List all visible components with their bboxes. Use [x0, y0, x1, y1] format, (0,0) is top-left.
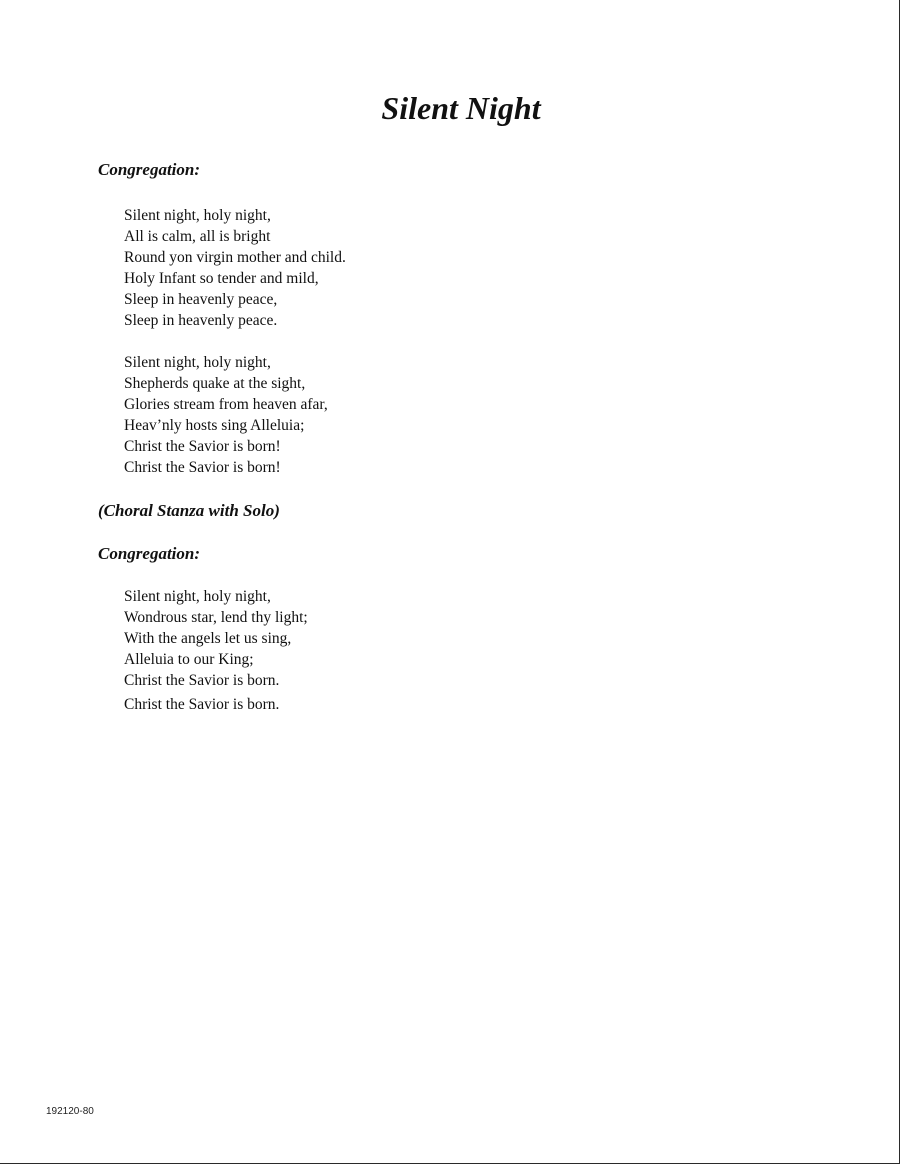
- lyric-line: Glories stream from heaven afar,: [124, 396, 328, 413]
- stanza-2: [124, 352, 328, 478]
- lyric-line: Christ the Savior is born!: [124, 459, 281, 476]
- lyric-line: Wondrous star, lend thy light;: [124, 609, 308, 626]
- lyric-line: Silent night, holy night,: [124, 354, 271, 371]
- stanza-3: [124, 586, 308, 715]
- lyric-line: Sleep in heavenly peace.: [124, 312, 278, 329]
- lyric-line: Round yon virgin mother and child.: [124, 249, 346, 266]
- lyric-line: All is calm, all is bright: [124, 228, 271, 245]
- lyric-line: Christ the Savior is born.: [124, 672, 280, 689]
- section-heading-congregation-1: Congregation:: [98, 160, 201, 179]
- footer-catalog-code: 192120-80: [46, 1106, 94, 1117]
- lyric-line: Silent night, holy night,: [124, 588, 271, 605]
- lyric-line: Holy Infant so tender and mild,: [124, 270, 319, 287]
- stanza-1: [124, 205, 346, 331]
- lyric-line: With the angels let us sing,: [124, 630, 292, 647]
- lyric-line: Shepherds quake at the sight,: [124, 375, 306, 392]
- section-heading-choral-stanza: (Choral Stanza with Solo): [98, 501, 280, 520]
- lyric-line: Silent night, holy night,: [124, 207, 271, 224]
- lyric-line: Christ the Savior is born.: [124, 696, 280, 713]
- lyric-line: Christ the Savior is born!: [124, 438, 281, 455]
- lyric-line: Alleluia to our King;: [124, 651, 254, 668]
- page-title: Silent Night: [381, 90, 541, 126]
- lyric-line: Sleep in heavenly peace,: [124, 291, 278, 308]
- section-heading-congregation-2: Congregation:: [98, 544, 201, 563]
- lyric-line: Heav’nly hosts sing Alleluia;: [124, 417, 305, 434]
